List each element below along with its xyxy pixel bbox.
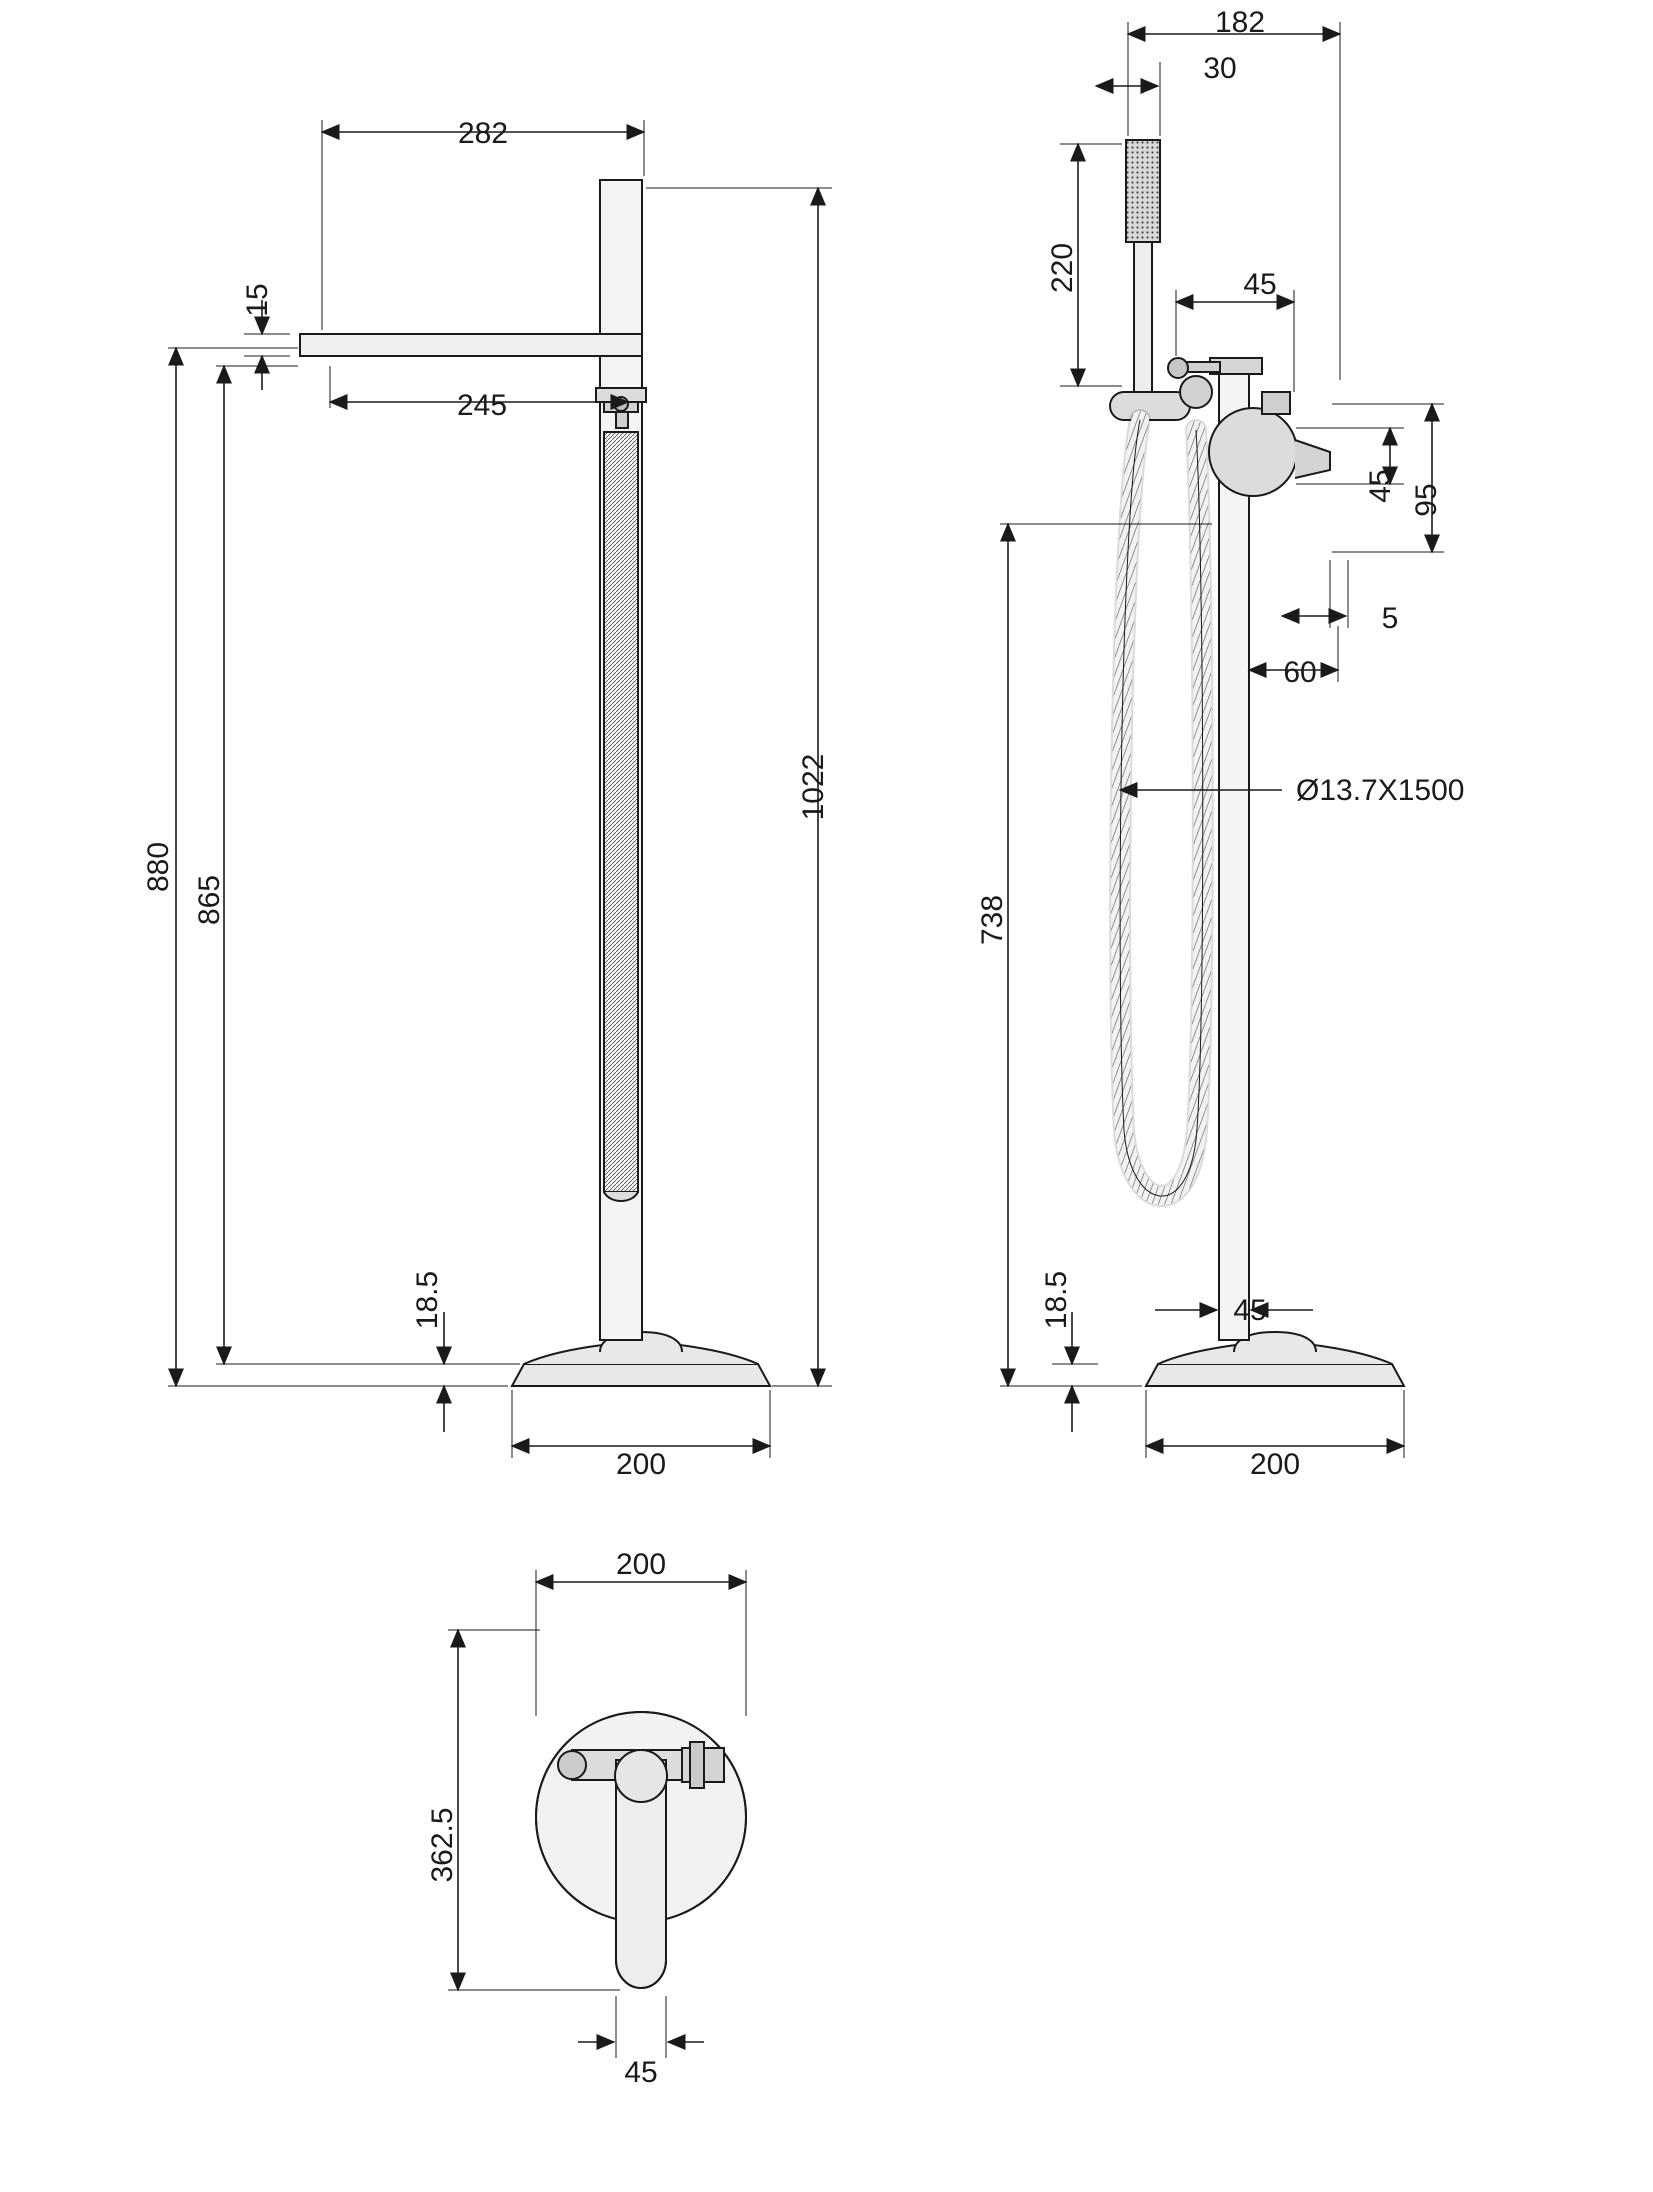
dim-label-45-valve: 45: [1364, 469, 1397, 503]
side-shower-hose: [1120, 420, 1203, 1196]
dim-label-738: 738: [976, 894, 1009, 946]
dim-label-220: 220: [1046, 242, 1079, 294]
dim-label-30: 30: [1203, 52, 1237, 85]
front-handset-on-column: [604, 432, 638, 1201]
dim-45-plan: [578, 1996, 704, 2058]
dim-label-45-handle: 45: [1243, 268, 1277, 301]
dim-label-15: 15: [241, 283, 274, 317]
dim-label-95: 95: [1410, 483, 1443, 517]
front-spout-arm: [300, 334, 642, 356]
side-handset: [1110, 140, 1212, 420]
side-riser-column: [1219, 366, 1249, 1340]
dim-label-45-riser: 45: [1233, 1294, 1267, 1327]
dim-label-45-plan: 45: [624, 2056, 658, 2089]
dim-282: [322, 120, 644, 330]
dim-label-282: 282: [457, 117, 509, 150]
side-base-plate: [1146, 1332, 1404, 1386]
dim-label-200-side: 200: [1249, 1448, 1301, 1481]
dim-880: [168, 348, 508, 1386]
dim-label-880: 880: [142, 841, 175, 893]
dim-label-182: 182: [1214, 6, 1266, 39]
dim-label-18_5-front: 18.5: [411, 1270, 444, 1330]
dim-865: [216, 366, 520, 1364]
dim-label-60: 60: [1283, 656, 1317, 689]
dim-label-hose-spec: Ø13.7X1500: [1296, 774, 1465, 807]
dim-5: [1282, 560, 1348, 628]
dim-label-1022: 1022: [797, 753, 830, 821]
dim-label-865: 865: [193, 874, 226, 926]
dim-label-200-plan: 200: [615, 1548, 667, 1581]
dim-738: [1000, 524, 1212, 1386]
dim-label-5: 5: [1381, 602, 1399, 635]
dim-label-245: 245: [456, 389, 508, 422]
dim-label-200-front: 200: [615, 1448, 667, 1481]
dim-label-362_5: 362.5: [426, 1807, 459, 1883]
dim-label-18_5-side: 18.5: [1040, 1270, 1073, 1330]
dim-200-plan: [536, 1570, 746, 1716]
